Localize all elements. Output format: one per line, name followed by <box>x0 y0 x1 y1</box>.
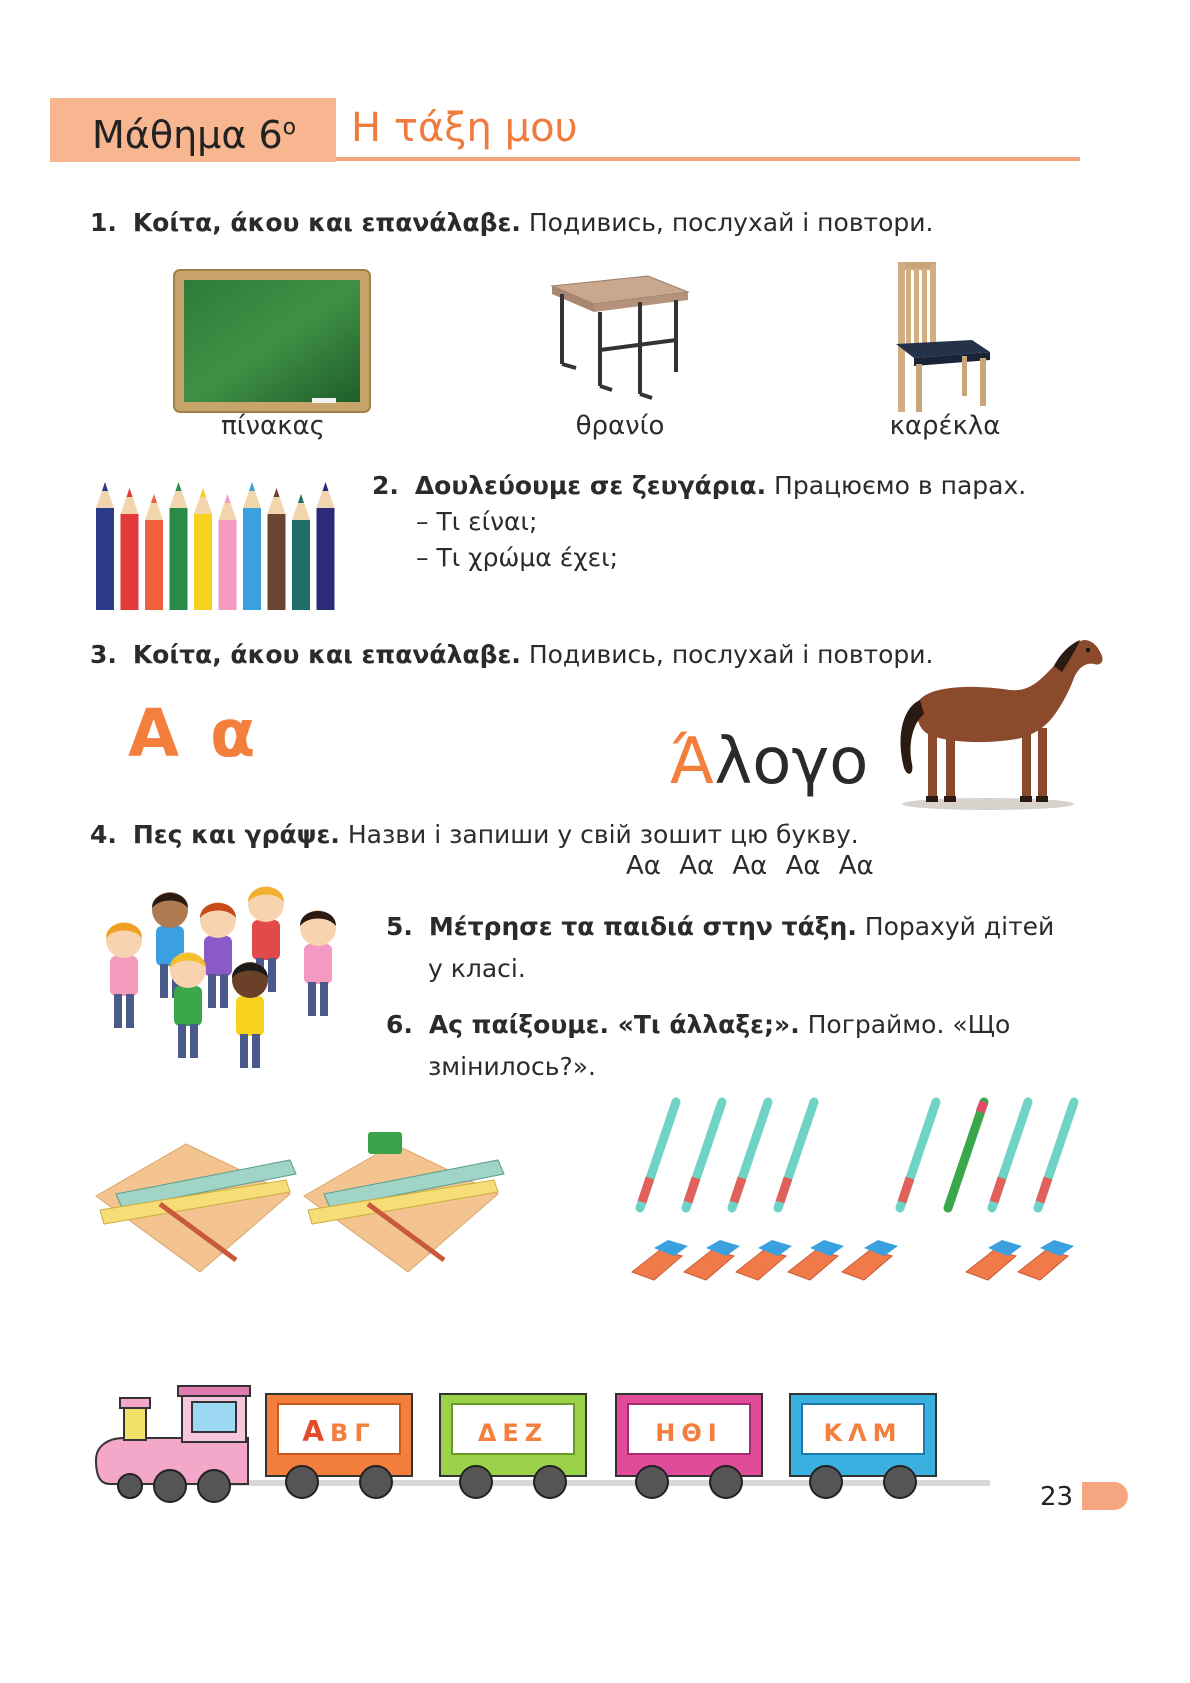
exercise-6-line-2: змінилось?». <box>428 1052 596 1081</box>
header-rule <box>336 157 1080 161</box>
letter-alpha: Α α <box>128 695 260 772</box>
exercise-2-question-1: – Τι είναι; <box>416 507 538 536</box>
word-alogo: Άλογο <box>670 725 869 799</box>
exercise-6-instruction: 6. Ας παίξουμε. «Τι άλλαξε;». Пограймо. «Що <box>386 1010 1011 1039</box>
exercise-3-instruction: 3. Κοίτα, άκου και επανάλαβε. Подивись, послухай і повтори. <box>90 640 934 669</box>
exercise-5-instruction: 5. Μέτρησε τα παιδιά στην τάξη. Порахуй дітей <box>386 912 1055 941</box>
caption-blackboard: πίνακας <box>221 411 325 441</box>
children-group-image <box>88 868 358 1072</box>
page-tab <box>1082 1482 1128 1510</box>
wagon-letters: ΚΛΜ <box>823 1419 903 1447</box>
desk-image <box>548 272 692 404</box>
exercise-4-instruction: 4. Πες και γράψε. Назви і запиши у свій зошит цю букву. <box>90 820 859 849</box>
chair-image <box>888 260 998 416</box>
exercise-5-line-2: у класі. <box>428 954 526 983</box>
exercise-2-question-2: – Τι χρώμα έχει; <box>416 543 619 572</box>
wagon-letters: ΗΘΙ <box>655 1419 723 1447</box>
lesson-title: Η τάξη μου <box>351 105 578 151</box>
erasers-image <box>630 1232 1080 1294</box>
lesson-number: Μάθημα $6^o$ <box>92 113 297 157</box>
caption-desk: θρανίο <box>575 411 665 441</box>
wagon-letters: ΔΕΖ <box>477 1419 549 1447</box>
train-locomotive <box>96 1386 250 1502</box>
notebooks-rulers-image <box>90 1124 510 1284</box>
pens-image <box>600 1096 1080 1216</box>
alphabet-train-image <box>90 1380 990 1510</box>
exercise-2-instruction: 2. Δουλεύουμε σε ζευγάρια. Працюємо в парах. <box>372 471 1027 500</box>
colored-pencils-image <box>90 470 348 616</box>
wagon-letters: ΑΒΓ <box>302 1415 376 1448</box>
page-number: 23 <box>1040 1482 1074 1512</box>
exercise-1-instruction: 1. Κοίτα, άκου και επανάλαβε. Подивись, послухай і повтори. <box>90 208 934 237</box>
blackboard-image <box>172 268 374 416</box>
horse-image <box>880 628 1106 814</box>
caption-chair: καρέκλα <box>889 411 1001 441</box>
letter-practice-row: Αα Αα Αα Αα Αα <box>626 851 874 881</box>
